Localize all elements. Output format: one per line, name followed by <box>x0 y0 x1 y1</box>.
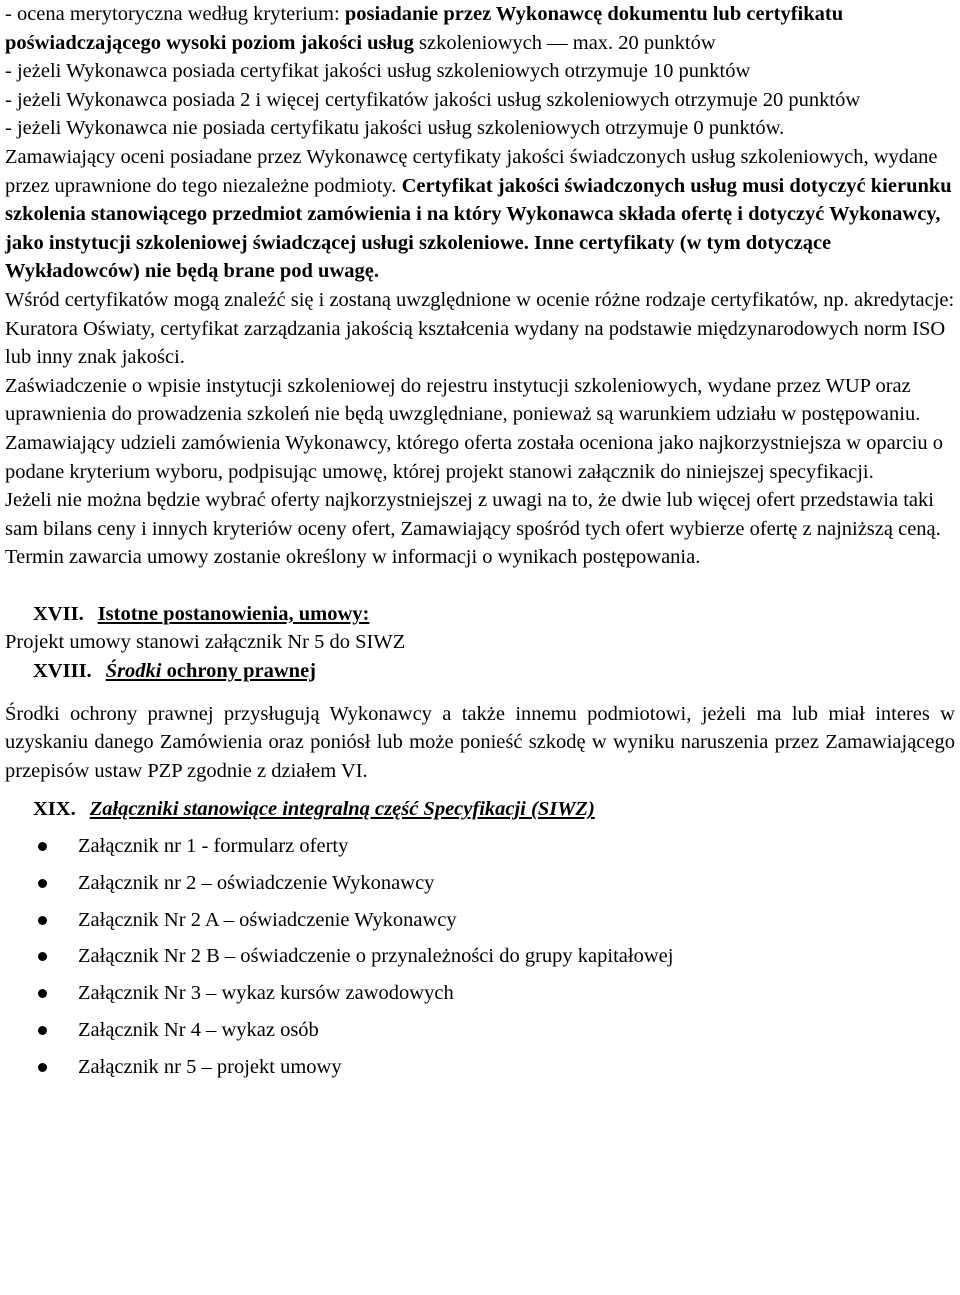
criterion-name: posiadanie przez Wykonawcę dokumentu lub certyfikatu poświadczającego wysoki poziom jakości usług <box>5 3 844 54</box>
section-number: XVII. <box>33 602 84 625</box>
section-number: XIX. <box>33 798 76 821</box>
section-xix-heading <box>33 795 955 824</box>
list-item <box>5 865 955 902</box>
bullet-icon <box>38 842 47 851</box>
section-title-rest: ochrony prawnej <box>161 660 317 683</box>
bullet-icon <box>38 989 47 998</box>
list-item <box>5 975 955 1012</box>
attachments-list <box>5 828 955 1086</box>
criterion-rule: - jeżeli Wykonawca nie posiada certyfikatu jakości usług szkoleniowych otrzymuje 0 punktów. <box>5 117 785 140</box>
contract-term-paragraph: Termin zawarcia umowy zostanie określony w informacji o wynikach postępowania. <box>5 546 701 569</box>
section-title <box>106 657 316 686</box>
criterion-heading <box>5 0 955 57</box>
bullet-icon <box>38 1026 47 1035</box>
bullet-icon <box>38 952 47 961</box>
document-page <box>5 0 955 1086</box>
section-xviii-heading <box>33 657 955 686</box>
list-item <box>5 902 955 939</box>
list-item <box>5 938 955 975</box>
tie-paragraph: Jeżeli nie można będzie wybrać oferty najkorzystniejszej z uwagi na to, że dwie lub więcej ofert przedstawia taki sam bilans ceny i innych kryteriów oceny ofert, Zamawiający spośród tych ofert wybierze ofertę z najniższą ceną. <box>5 489 941 540</box>
criterion-intro: - ocena merytoryczna według kryterium: <box>5 3 345 25</box>
bullet-icon <box>38 916 47 925</box>
evaluation-paragraph <box>5 143 955 286</box>
attachment-label: Załącznik Nr 4 – wykaz osób <box>78 1019 319 1042</box>
list-item <box>5 1049 955 1086</box>
criterion-max-points: — max. 20 punktów <box>542 31 716 54</box>
section-xvii-body: Projekt umowy stanowi załącznik Nr 5 do SIWZ <box>5 631 406 654</box>
attachment-label: Załącznik nr 5 – projekt umowy <box>78 1055 342 1078</box>
award-paragraph: Zamawiający udzieli zamówienia Wykonawcy, którego oferta została oceniona jako najkorzystniejsza w oparciu o podane kryterium wyboru, podpisując umowę, której projekt stanowi załącznik do niniejszej specyfikacji. <box>5 431 943 483</box>
attachment-label: Załącznik Nr 3 – wykaz kursów zawodowych <box>78 982 454 1005</box>
list-item <box>5 828 955 865</box>
section-xvii-heading <box>33 600 955 629</box>
wup-paragraph: Zaświadczenie o wpisie instytucji szkoleniowej do rejestru instytucji szkoleniowych, wydane przez WUP oraz uprawnienia do prowadzenia szkoleń nie będą uwzględniane, ponieważ są warunkiem udziału w postępowaniu. <box>5 374 921 426</box>
certificate-types-paragraph: Wśród certyfikatów mogą znaleźć się i zostaną uwzględnione w ocenie różne rodzaje certyfikatów, np. akredytacje: Kuratora Oświaty, certyfikat zarządzania jakością kształcenia wydany na podstawie międzynarodowych norm ISO lub inny znak jakości. <box>5 288 955 369</box>
criterion-tail: szkoleniowych <box>413 31 542 54</box>
attachment-label: Załącznik nr 1 - formularz oferty <box>78 835 349 858</box>
attachment-label: Załącznik Nr 2 A – oświadczenie Wykonawcy <box>78 908 457 931</box>
attachment-label: Załącznik Nr 2 B – oświadczenie o przynależności do grupy kapitałowej <box>78 945 674 968</box>
evaluation-text: Zamawiający oceni posiadane przez Wykonawcę certyfikaty jakości świadczonych usług szkoleniowych, wydane przez uprawnione do tego niezależne podmioty. <box>5 145 938 197</box>
criterion-rule: - jeżeli Wykonawca posiada 2 i więcej certyfikatów jakości usług szkoleniowych otrzymuje 20 punktów <box>5 88 861 111</box>
bullet-icon <box>38 879 47 888</box>
evaluation-requirement: Certyfikat jakości świadczonych usług musi dotyczyć kierunku szkolenia stanowiącego przedmiot zamówienia i na który Wykonawca składa ofertę i dotyczyć Wykonawcy, jako instytucji szkoleniowej świadczącej usługi szkoleniowe. Inne certyfikaty (w tym dotyczące Wykładowców) nie będą brane pod uwagę. <box>5 174 952 283</box>
section-xviii-body: Środki ochrony prawnej przysługują Wykonawcy a także innemu podmiotowi, jeżeli ma lub miał interes w uzyskaniu danego Zamówienia oraz poniósł lub może ponieść szkodę w wyniku naruszenia przez Zamawiającego przepisów ustaw PZP zgodnie z działem VI. <box>5 702 955 782</box>
section-title-italic: Środki <box>105 660 162 683</box>
section-title: Załączniki stanowiące integralną część Specyfikacji (SIWZ) <box>89 798 595 821</box>
section-title: Istotne postanowienia, umowy: <box>97 602 370 625</box>
bullet-icon <box>38 1063 47 1072</box>
attachment-label: Załącznik nr 2 – oświadczenie Wykonawcy <box>78 871 435 894</box>
list-item <box>5 1012 955 1049</box>
section-number: XVIII. <box>33 660 92 683</box>
criterion-rule: - jeżeli Wykonawca posiada certyfikat jakości usług szkoleniowych otrzymuje 10 punktów <box>5 60 751 83</box>
